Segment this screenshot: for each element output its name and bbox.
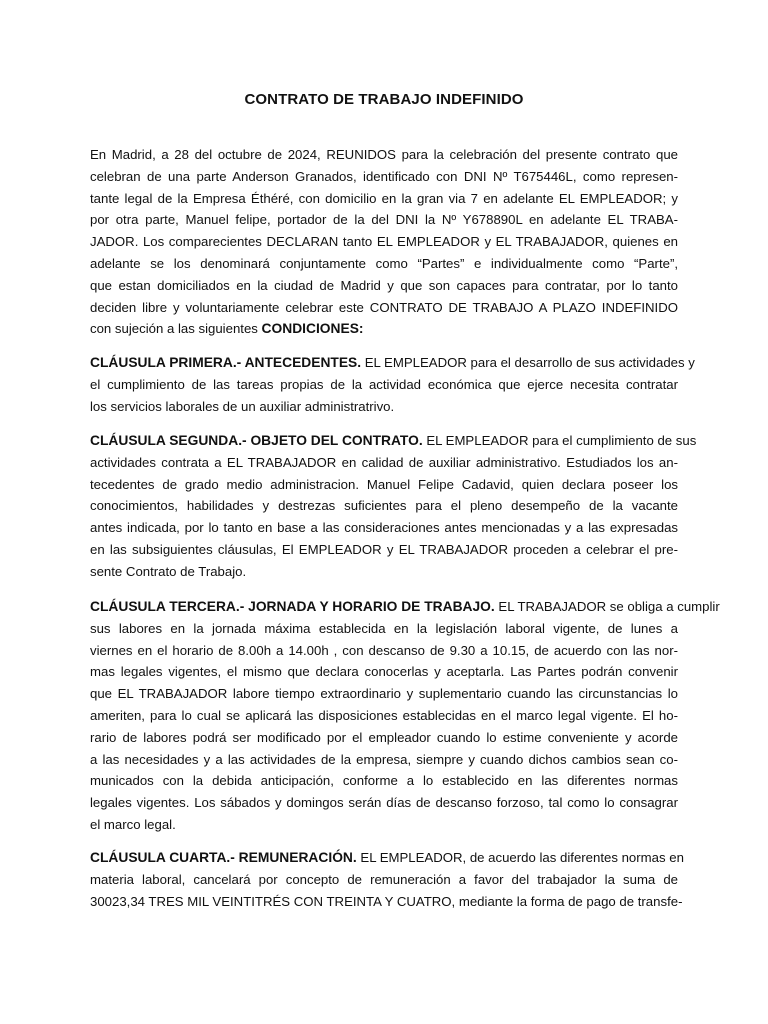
clausula-first-line	[90, 430, 697, 452]
condiciones-heading: CONDICIONES:	[261, 321, 364, 337]
clausula-heading: CLÁUSULA SEGUNDA.- OBJETO DEL CONTRATO.	[90, 433, 423, 448]
clausula-first-line-text: EL EMPLEADOR para el desarrollo de sus actividades y	[361, 355, 695, 370]
clausula-line: tecedentes de grado medio administracion. Manuel Felipe Cadavid, quien declara poseer los	[90, 476, 678, 492]
clausula-line: materia laboral, cancelará por concepto de remuneración a favor del trabajador la suma de	[90, 871, 678, 887]
clausula-line: que EL TRABAJADOR labore tiempo extraordinario y suplementario cuando las circunstancias lo	[90, 686, 678, 702]
clausula-line: los servicios laborales de un auxiliar administratrivo.	[90, 398, 395, 414]
clausula-line: actividades contrata a EL TRABAJADOR en calidad de auxiliar administrativo. Estudiados los an-	[90, 454, 678, 470]
clausula-primera	[90, 352, 695, 417]
intro-line: tante legal de la Empresa Éthéré, con domicilio en la gran via 7 en adelante EL EMPLEADOR; y	[90, 190, 678, 206]
clausula-tercera	[90, 596, 720, 836]
clausula-line: antes indicada, por lo tanto en base a las consideraciones antes mencionadas y a las expresadas	[90, 520, 678, 536]
clausula-first-line-text: EL EMPLEADOR, de acuerdo las diferentes normas en	[356, 850, 684, 865]
intro-line: por otra parte, Manuel felipe, portador de la del DNI la Nº Y678890L en adelante EL TRABA-	[90, 212, 678, 228]
clausula-line: rario de labores podrá ser modificado por el empleador cuando lo estime conveniente y acorde	[90, 729, 678, 745]
clausula-line: en las subsiguientes cláusulas, El EMPLEADOR y EL TRABAJADOR proceden a celebrar el pre-	[90, 541, 678, 557]
clausula-first-line-text: EL EMPLEADOR para el cumplimiento de sus	[422, 433, 697, 448]
clausula-heading: CLÁUSULA PRIMERA.- ANTECEDENTES.	[90, 355, 362, 370]
intro-last-line	[90, 318, 678, 340]
document-title: CONTRATO DE TRABAJO INDEFINIDO	[244, 91, 524, 108]
intro-line: En Madrid, a 28 del octubre de 2024, REUNIDOS para la celebración del presente contrato que	[90, 147, 678, 162]
clausula-line: a las necesidades y a las actividades de la empresa, siempre y cuando dichos cambios sean co-	[90, 751, 678, 767]
intro-line: deciden libre y voluntariamente celebrar este CONTRATO DE TRABAJO A PLAZO INDEFINIDO	[90, 299, 678, 315]
clausula-line: ameriten, para lo cual se aplicará las disposiciones establecidas en el marco legal vigente. El ho-	[90, 707, 678, 723]
clausula-heading: CLÁUSULA CUARTA.- REMUNERACIÓN.	[90, 850, 357, 865]
clausula-first-line	[90, 596, 720, 618]
intro-line: adelante se los denominará conjuntamente como “Partes” e individualmente como “Parte”,	[90, 255, 678, 271]
intro-line: que estan domiciliados en la ciudad de Madrid y que son capaces para contratar, por lo tanto	[90, 277, 678, 293]
clausula-heading: CLÁUSULA TERCERA.- JORNADA Y HORARIO DE TRABAJO.	[90, 599, 495, 614]
intro-line: celebran de una parte Anderson Granados, identificado con DNI Nº T675446L, como represen-	[90, 168, 678, 184]
clausula-line: sus labores en la jornada máxima establecida en la legislación laboral vigente, de lunes a	[90, 620, 678, 636]
clausula-cuarta	[90, 847, 684, 912]
clausula-line: legales vigentes. Los sábados y domingos serán días de descanso forzoso, tal como lo consagrar	[90, 795, 678, 811]
clausula-line: municados con la debida anticipación, conforme a lo establecido en las diferentes normas	[90, 773, 678, 789]
clausula-line: el cumplimiento de las tareas propias de la actividad económica que ejerce necesita contratar	[90, 376, 678, 392]
clausula-line: mas legales vigentes, el mismo que declara conocerlas y aceptarla. Las Partes podrán convenir	[90, 664, 678, 680]
clausula-segunda	[90, 430, 697, 583]
clausula-line: 30023,34 TRES MIL VEINTITRÉS CON TREINTA Y CUATRO, mediante la forma de pago de transfe-	[90, 893, 683, 909]
intro-paragraph	[90, 144, 678, 340]
clausula-line: conocimientos, habilidades y destrezas suficientes para el pleno desempeño de la vacante	[90, 498, 678, 514]
clausula-first-line	[90, 352, 695, 374]
intro-line: JADOR. Los comparecientes DECLARAN tanto EL EMPLEADOR y EL TRABAJADOR, quienes en	[90, 234, 678, 250]
clausula-line: sente Contrato de Trabajo.	[90, 563, 247, 579]
clausula-line: viernes en el horario de 8.00h a 14.00h , con descanso de 9.30 a 10.15, de acuerdo con las nor-	[90, 642, 678, 658]
clausula-first-line-text: EL TRABAJADOR se obliga a cumplir	[494, 599, 720, 614]
clausula-first-line	[90, 847, 684, 869]
intro-last-line-text: con sujeción a las siguientes	[90, 321, 262, 337]
clausula-line: el marco legal.	[90, 816, 176, 832]
